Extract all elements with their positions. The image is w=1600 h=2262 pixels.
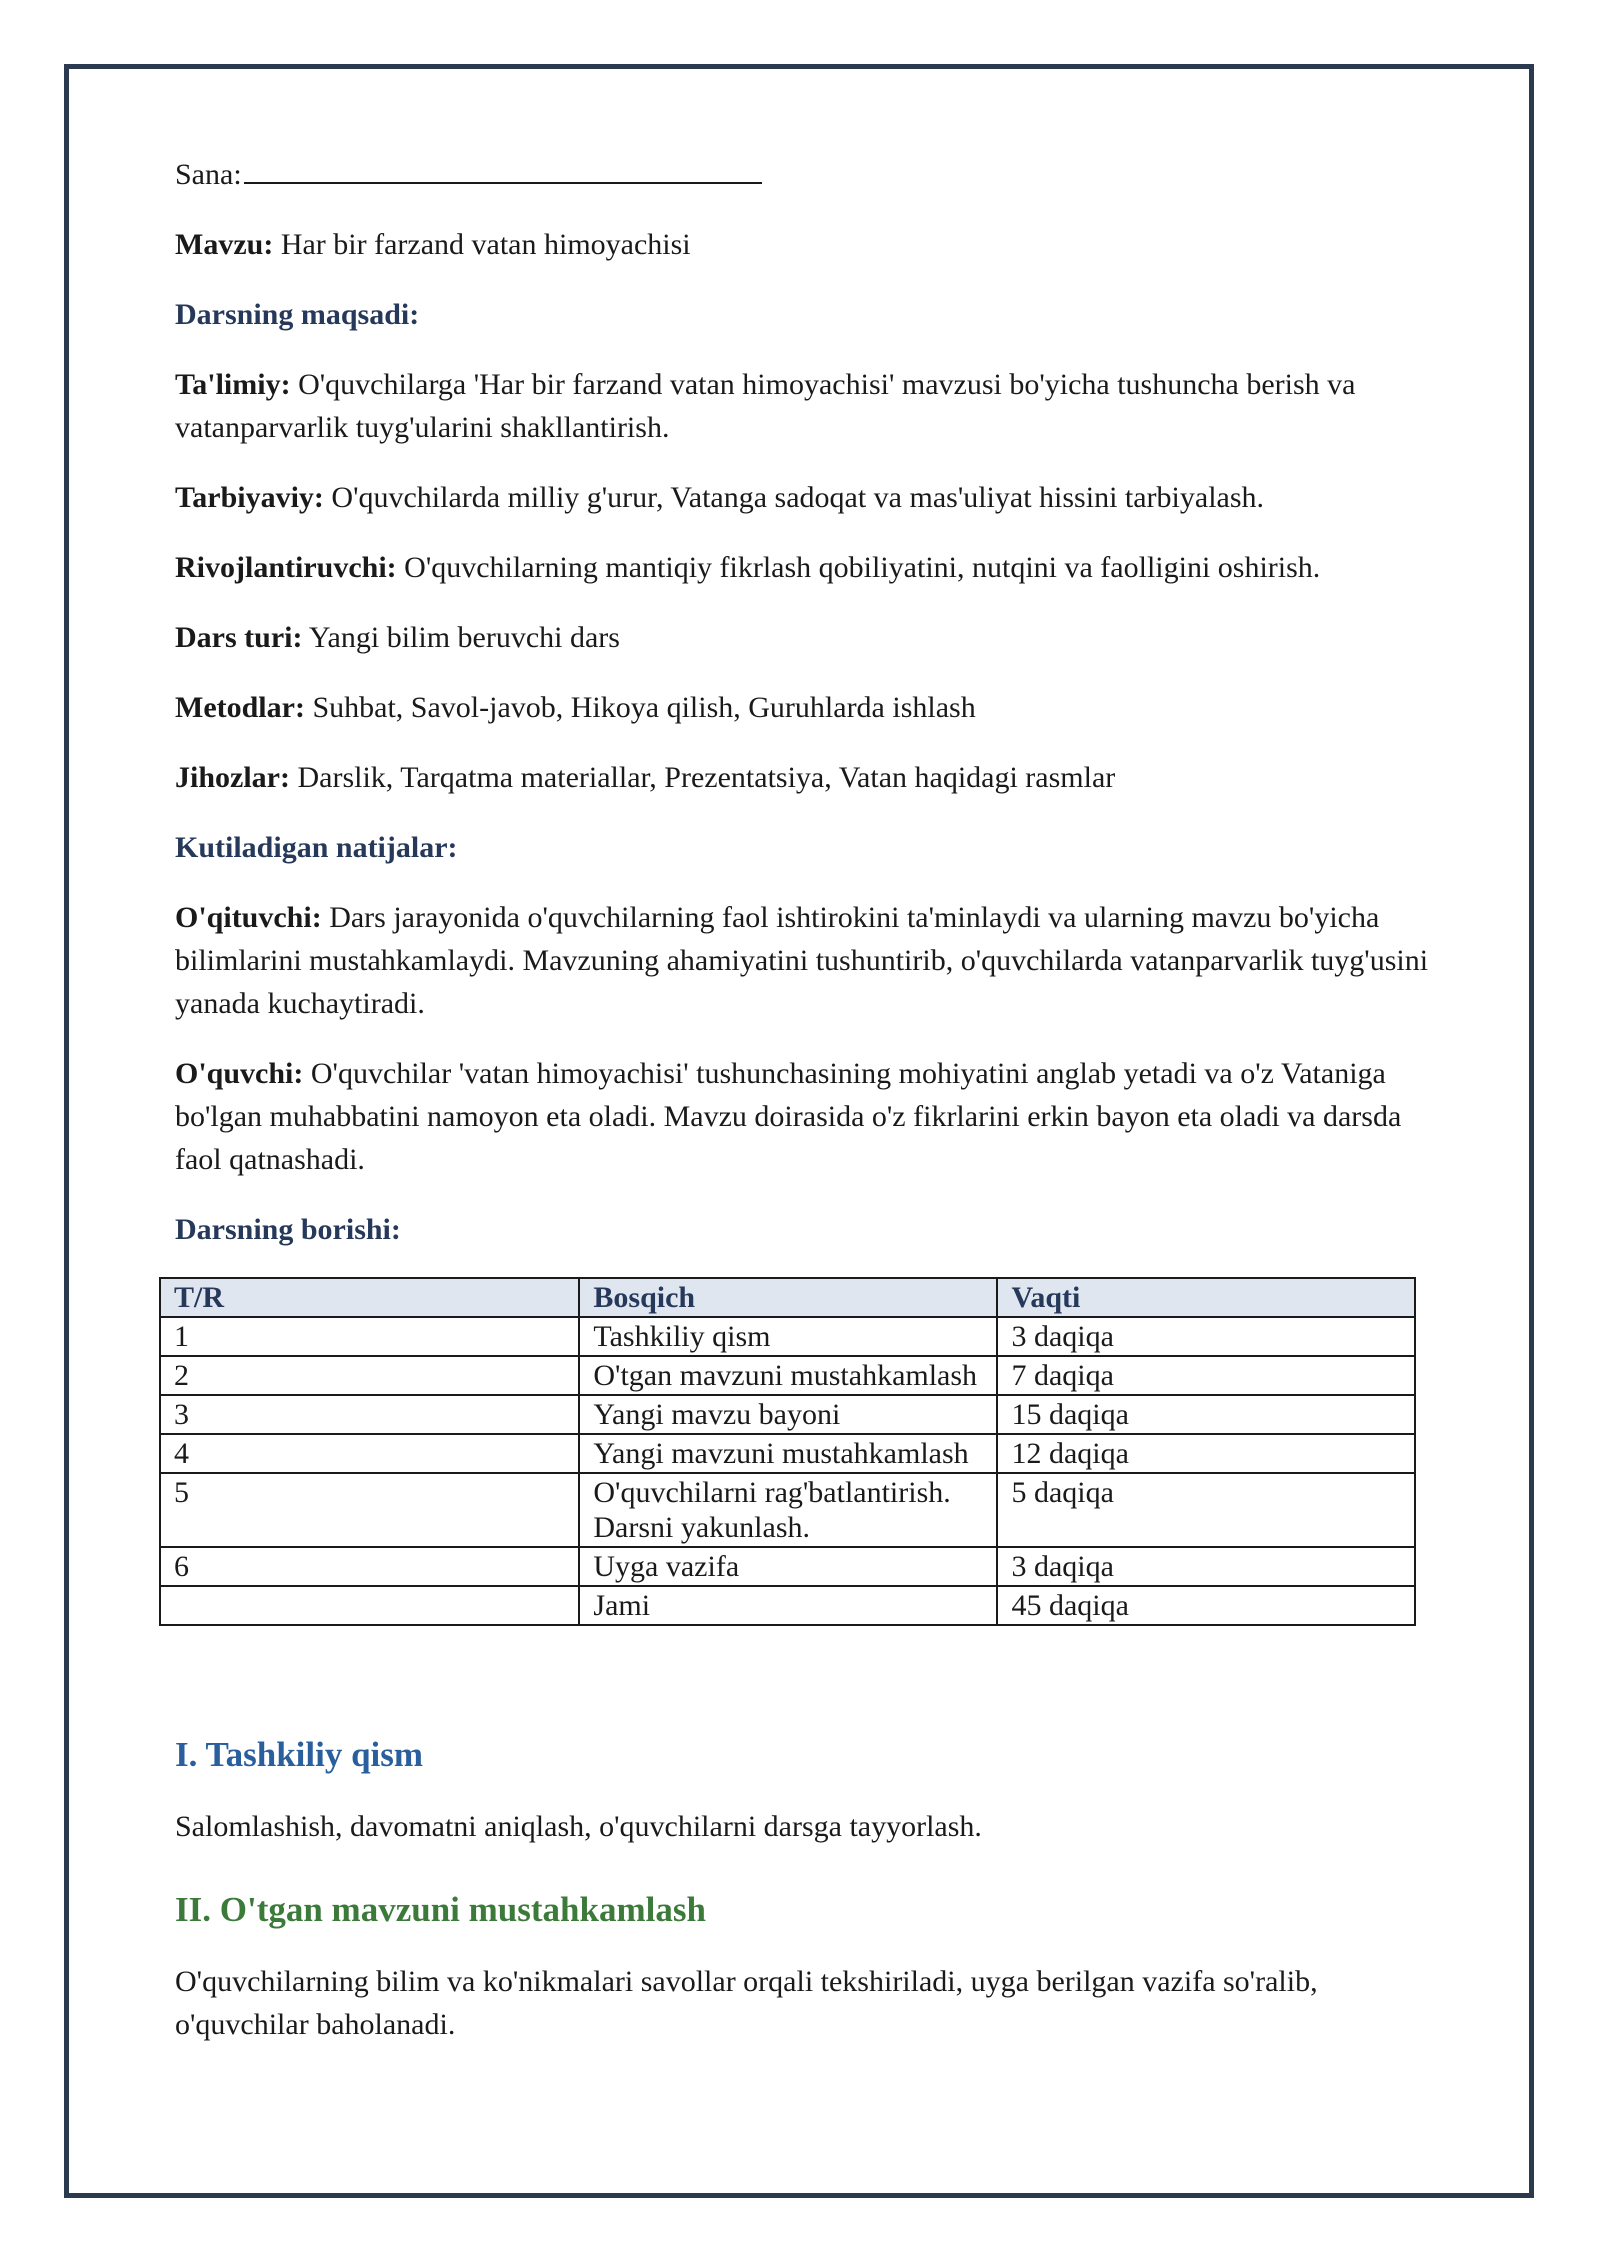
table-cell: 2: [160, 1356, 579, 1395]
goal-upbringing: [175, 476, 1435, 519]
lesson-plan-table: [159, 1277, 1416, 1626]
equipment: [175, 756, 1435, 799]
topic-text: Har bir farzand vatan himoyachisi: [280, 228, 691, 261]
lesson-type-text: Yangi bilim beruvchi dars: [308, 621, 620, 654]
results-heading: Kutiladigan natijalar:: [175, 831, 458, 864]
table-cell: 3: [160, 1395, 579, 1434]
section-2-text: O'quvchilarning bilim va ko'nikmalari savollar orqali tekshiriladi, uyga berilgan vazifa so'ralib, o'quvchilar baholanadi.: [175, 1965, 1318, 2041]
table-cell: Uyga vazifa: [579, 1547, 997, 1586]
goal-developing-label: Rivojlantiruvchi:: [175, 551, 397, 584]
table-cell: 5: [160, 1473, 579, 1547]
lesson-type-label: Dars turi:: [175, 621, 303, 654]
goal-educational-label: Ta'limiy:: [175, 368, 291, 401]
table-cell: 15 daqiqa: [997, 1395, 1415, 1434]
table-cell: 3 daqiqa: [997, 1317, 1415, 1356]
goal-developing: [175, 546, 1435, 589]
date-line: [175, 150, 1435, 196]
table-header: T/R: [160, 1278, 579, 1317]
table-cell: 6: [160, 1547, 579, 1586]
student-result-text: O'quvchilar 'vatan himoyachisi' tushunchasining mohiyatini anglab yetadi va o'z Vataniga bo'lgan muhabbatini namoyon eta oladi. Mavzu doirasida o'z fikrlarini erkin bayon eta oladi va darsda faol qatnashadi.: [175, 1057, 1402, 1176]
table-row: [160, 1317, 1415, 1356]
table-cell: 3 daqiqa: [997, 1547, 1415, 1586]
lesson-flow-heading: Darsning borishi:: [175, 1213, 401, 1246]
table-cell: Yangi mavzu bayoni: [579, 1395, 997, 1434]
table-cell: 7 daqiqa: [997, 1356, 1415, 1395]
table-cell: 5 daqiqa: [997, 1473, 1415, 1547]
methods: [175, 686, 1435, 729]
total-label: Jami: [579, 1586, 997, 1625]
table-header-row: [160, 1278, 1415, 1317]
document-body: [175, 150, 1435, 1278]
teacher-result-label: O'qituvchi:: [175, 901, 322, 934]
section-2-title: II. O'tgan mavzuni mustahkamlash: [175, 1890, 706, 1929]
goal-educational-text: O'quvchilarga 'Har bir farzand vatan himoyachisi' mavzusi bo'yicha tushuncha berish va vatanparvarlik tuyg'ularini shakllantirish.: [175, 368, 1356, 444]
table-cell: 4: [160, 1434, 579, 1473]
methods-text: Suhbat, Savol-javob, Hikoya qilish, Guruhlarda ishlash: [312, 691, 976, 724]
table-cell: 12 daqiqa: [997, 1434, 1415, 1473]
table-row: [160, 1434, 1415, 1473]
table-cell: O'tgan mavzuni mustahkamlash: [579, 1356, 997, 1395]
table-total-row: [160, 1586, 1415, 1625]
student-result: [175, 1052, 1435, 1181]
section-1-text: Salomlashish, davomatni aniqlash, o'quvchilarni darsga tayyorlash.: [175, 1810, 982, 1843]
total-value: 45 daqiqa: [997, 1586, 1415, 1625]
table-header: Bosqich: [579, 1278, 997, 1317]
equipment-text: Darslik, Tarqatma materiallar, Prezentatsiya, Vatan haqidagi rasmlar: [297, 761, 1116, 794]
student-result-label: O'quvchi:: [175, 1057, 304, 1090]
table-row: [160, 1356, 1415, 1395]
table-cell: O'quvchilarni rag'batlantirish. Darsni yakunlash.: [579, 1473, 997, 1547]
table-cell: Yangi mavzuni mustahkamlash: [579, 1434, 997, 1473]
section-1-title: I. Tashkiliy qism: [175, 1735, 424, 1774]
goal-upbringing-text: O'quvchilarda milliy g'urur, Vatanga sadoqat va mas'uliyat hissini tarbiyalash.: [331, 481, 1265, 514]
topic: [175, 223, 1435, 266]
table-header: Vaqti: [997, 1278, 1415, 1317]
date-blank: [244, 150, 762, 184]
goal-educational: [175, 363, 1435, 449]
goals-heading: Darsning maqsadi:: [175, 298, 420, 331]
date-label: Sana:: [175, 158, 242, 191]
table-row: [160, 1473, 1415, 1547]
table-row: [160, 1395, 1415, 1434]
equipment-label: Jihozlar:: [175, 761, 290, 794]
lesson-type: [175, 616, 1435, 659]
goal-developing-text: O'quvchilarning mantiqiy fikrlash qobiliyatini, nutqini va faolligini oshirish.: [404, 551, 1321, 584]
table-cell: Tashkiliy qism: [579, 1317, 997, 1356]
goal-upbringing-label: Tarbiyaviy:: [175, 481, 324, 514]
teacher-result: [175, 896, 1435, 1025]
methods-label: Metodlar:: [175, 691, 305, 724]
table-cell: 1: [160, 1317, 579, 1356]
table-cell: [160, 1586, 579, 1625]
teacher-result-text: Dars jarayonida o'quvchilarning faol ishtirokini ta'minlaydi va ularning mavzu bo'yicha bilimlarini mustahkamlaydi. Mavzuning ahamiyatini tushuntirib, o'quvchilarda vatanparvarlik tuyg'usini yanada kuchaytiradi.: [175, 901, 1429, 1020]
table-row: [160, 1547, 1415, 1586]
topic-label: Mavzu:: [175, 228, 274, 261]
